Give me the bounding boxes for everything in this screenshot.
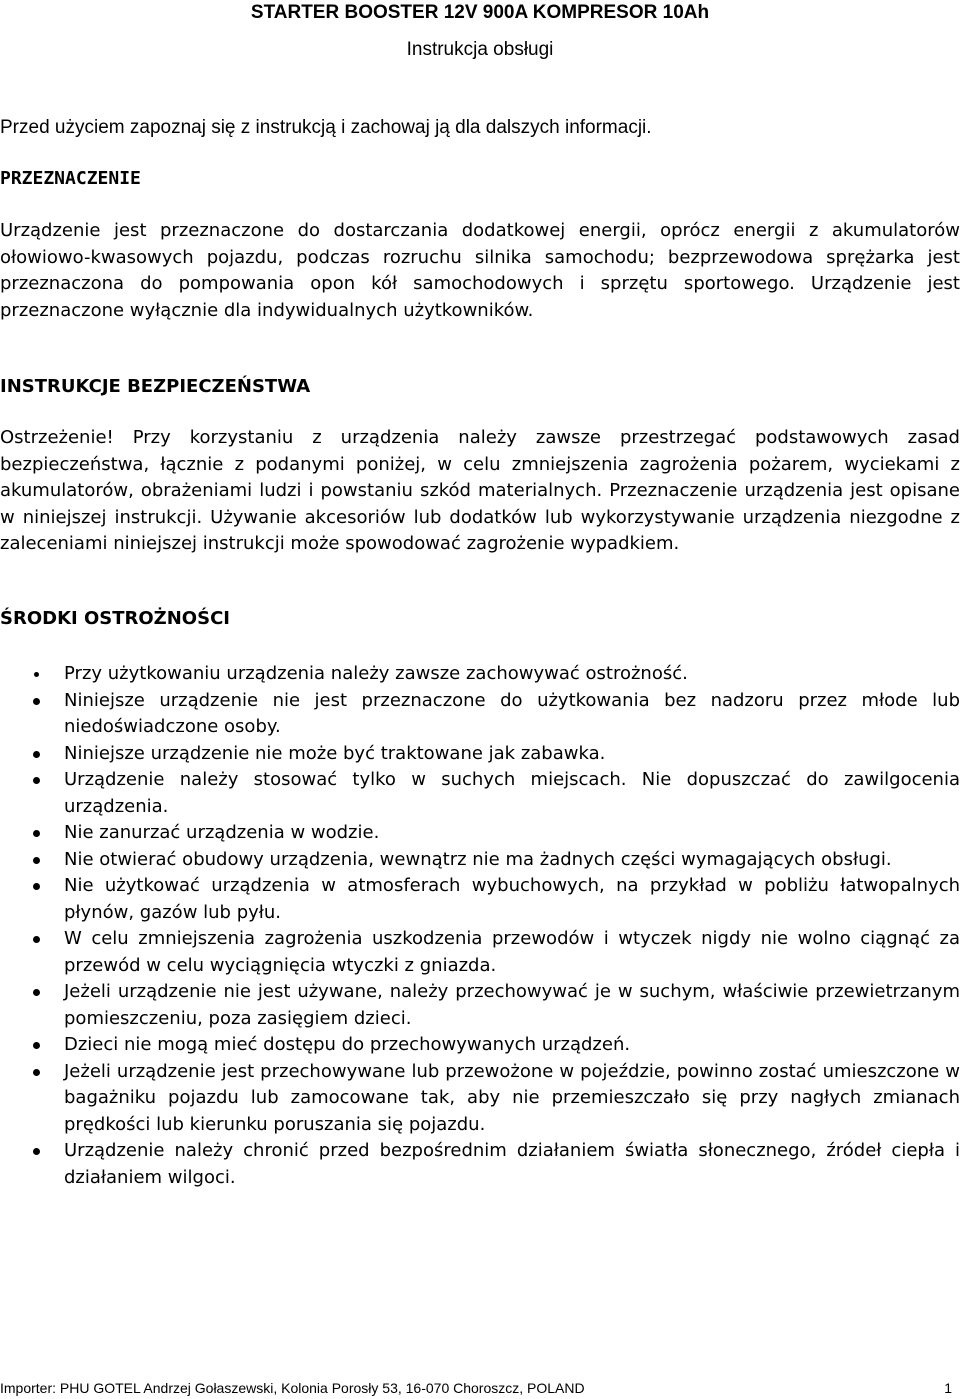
list-item-text: Urządzenie należy chronić przed bezpośrednim działaniem światła słonecznego, źródeł ciepła i działaniem wilgoci. [64, 1140, 960, 1188]
bullet-icon [33, 1042, 40, 1049]
list-item-text: Niniejsze urządzenie nie może być traktowane jak zabawka. [64, 742, 606, 764]
list-item-text: Nie zanurzać urządzenia w wodzie. [64, 822, 380, 843]
list-item [0, 979, 960, 1032]
list-item [0, 1138, 960, 1191]
list-item [0, 873, 960, 926]
bullet-icon [33, 698, 40, 705]
list-item [0, 1059, 960, 1139]
list-item [0, 1032, 960, 1059]
bullet-icon [34, 672, 39, 677]
list-item [0, 847, 960, 874]
bullet-icon [33, 751, 40, 758]
bullet-icon [33, 989, 40, 996]
list-item [0, 688, 960, 741]
precautions-heading: ŚRODKI OSTROŻNOŚCI [0, 608, 230, 629]
intro-text: Przed użyciem zapoznaj się z instrukcją i zachowaj ją dla dalszych informacji. [0, 117, 652, 138]
list-item-text: Urządzenie należy stosować tylko w suchych miejscach. Nie dopuszczać do zawilgocenia urządzenia. [64, 769, 960, 817]
list-item-text: Dzieci nie mogą mieć dostępu do przechowywanych urządzeń. [64, 1034, 631, 1055]
document-title: STARTER BOOSTER 12V 900A KOMPRESOR 10Ah [250, 2, 710, 23]
list-item-text: Jeżeli urządzenie nie jest używane, należy przechowywać je w suchym, właściwie przewietrzanym pomieszczeniu, poza zasięgiem dzieci. [64, 981, 960, 1029]
page-number: 1 [944, 1380, 952, 1396]
bullet-icon [33, 777, 40, 784]
safety-text: Ostrzeżenie! Przy korzystaniu z urządzenia należy zawsze przestrzegać podstawowych zasad bezpieczeństwa, łącznie z podanymi poniżej, w celu zmniejszenia zagrożenia pożarem, wyciekami z akumulatorów, obrażeniami ludzi i powstaniu szkód materialnych. Przeznaczenie urządzenia jest opisane w niniejszej instrukcji. Używanie akcesoriów lub dodatków lub wykorzystywanie urządzenia niezgodne z zaleceniami niniejszej instrukcji może spowodować zagrożenie wypadkiem. [0, 427, 960, 554]
importer-info: Importer: PHU GOTEL Andrzej Gołaszewski, Kolonia Porosły 53, 16-070 Choroszcz, POLAND [0, 1380, 585, 1396]
list-item-text: Nie otwierać obudowy urządzenia, wewnątrz nie ma żadnych części wymagających obsługi. [64, 848, 892, 870]
list-item-text: Nie użytkować urządzenia w atmosferach wybuchowych, na przykład w pobliżu łatwopalnych płynów, gazów lub pyłu. [64, 875, 960, 923]
bullet-icon [33, 936, 40, 943]
purpose-heading: PRZEZNACZENIE [0, 168, 141, 189]
bullet-icon [33, 883, 40, 890]
bullet-icon [33, 830, 40, 837]
list-item-text: Jeżeli urządzenie jest przechowywane lub przewożone w pojeździe, powinno zostać umieszczone w bagażniku pojazdu lub zamocowane tak, aby nie przemieszczało się przy nagłych zmianach prędkości lub kierunku poruszania się pojazdu. [64, 1060, 960, 1135]
safety-heading: INSTRUKCJE BEZPIECZEŃSTWA [0, 376, 311, 397]
list-item [0, 820, 960, 847]
purpose-text: Urządzenie jest przeznaczone do dostarczania dodatkowej energii, oprócz energii z akumulatorów ołowiowo-kwasowych pojazdu, podczas rozruchu silnika samochodu; bezprzewodowa sprężarka jest przeznaczona do pompowania opon kół samochodowych i sprzętu sportowego. Urządzenie jest przeznaczone wyłącznie dla indywidualnych użytkowników. [0, 220, 960, 321]
list-item-text: W celu zmniejszenia zagrożenia uszkodzenia przewodów i wtyczek nigdy nie wolno ciągnąć za przewód w celu wyciągnięcia wtyczki z gniazda. [64, 928, 960, 976]
bullet-icon [33, 857, 40, 864]
list-item [0, 926, 960, 979]
list-item [0, 661, 960, 688]
document-subtitle: Instrukcja obsługi [406, 39, 554, 60]
precautions-list [0, 661, 960, 1191]
list-item-text: Przy użytkowaniu urządzenia należy zawsze zachowywać ostrożność. [64, 663, 688, 684]
bullet-icon [33, 1148, 40, 1155]
list-item [0, 741, 960, 768]
bullet-icon [33, 1069, 40, 1076]
list-item-text: Niniejsze urządzenie nie jest przeznaczone do użytkowania bez nadzoru przez młode lub niedoświadczone osoby. [64, 689, 960, 737]
list-item [0, 767, 960, 820]
